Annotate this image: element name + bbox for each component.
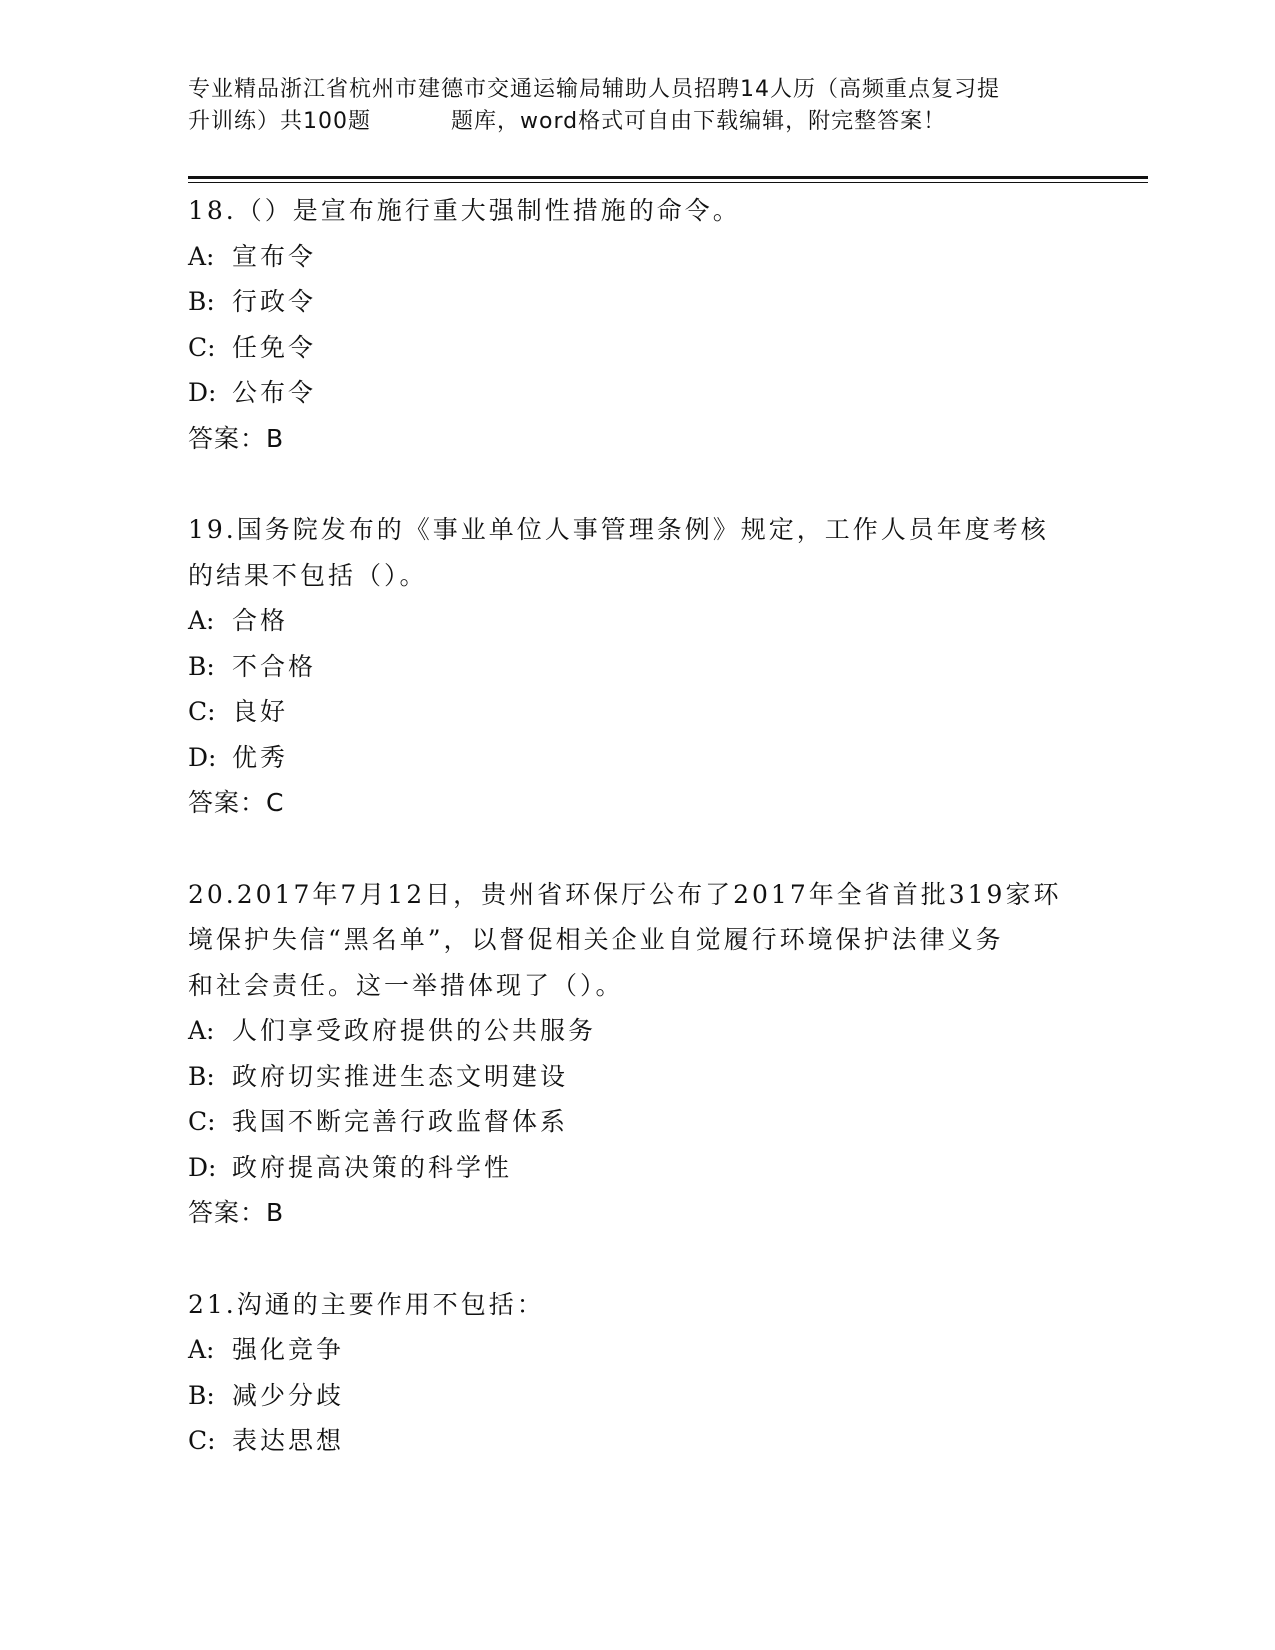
option-text: 强化竞争 [232, 1335, 345, 1364]
answer-option [188, 1418, 1088, 1464]
option-letter: C: [188, 332, 216, 362]
option-letter: D: [188, 378, 217, 407]
question-text-line: 20.2017年7月12日，贵州省环保厅公布了2017年全省首批319家环 [188, 879, 1062, 909]
answer-option [188, 1008, 1088, 1054]
question-text [188, 507, 1088, 598]
option-letter: D: [188, 742, 217, 772]
header-rule-thick [188, 176, 1148, 179]
question-text-line: 和社会责任。这一举措体现了（）。 [188, 970, 624, 1000]
question-item [188, 1282, 1088, 1464]
option-text: 优秀 [232, 742, 289, 772]
option-text: 不合格 [232, 651, 317, 681]
answer-option [188, 1327, 1088, 1373]
answer-option [188, 1373, 1088, 1419]
option-text: 任免令 [232, 332, 317, 362]
question-item [188, 507, 1088, 826]
option-text: 我国不断完善行政监督体系 [232, 1107, 569, 1136]
header-rule-thin [188, 182, 1148, 183]
answer-option [188, 325, 1088, 371]
question-text-line: 18.（）是宣布施行重大强制性措施的命令。 [188, 196, 741, 225]
header-title-line-2 [188, 106, 1088, 138]
question-item [188, 872, 1088, 1236]
option-letter: B: [188, 287, 215, 316]
option-letter: B: [188, 1380, 215, 1410]
answer-option [188, 735, 1088, 781]
question-text-line: 境保护失信“黑名单”，以督促相关企业自觉履行环境保护法律义务 [188, 925, 1004, 954]
answer-option [188, 1054, 1088, 1100]
question-text-line: 19.国务院发布的《事业单位人事管理条例》规定，工作人员年度考核 [188, 515, 1049, 544]
option-text: 政府提高决策的科学性 [232, 1152, 513, 1182]
option-letter: A: [188, 241, 215, 271]
answer-option [188, 279, 1088, 325]
option-text: 良好 [232, 697, 289, 726]
answer-key: 答案：C [188, 788, 285, 817]
option-letter: B: [188, 651, 215, 681]
option-text: 合格 [232, 606, 289, 635]
answer-option [188, 1099, 1088, 1145]
answer-option [188, 689, 1088, 735]
question-text-line: 的结果不包括（）。 [188, 560, 428, 590]
question-item [188, 188, 1088, 461]
question-text [188, 1282, 1088, 1328]
answer-option [188, 644, 1088, 690]
option-letter: A: [188, 1335, 215, 1364]
answer-key: 答案：B [188, 1198, 285, 1227]
option-letter: C: [188, 1426, 216, 1455]
header-title-right: 题库，word格式可自由下载编辑，附完整答案！ [451, 109, 947, 134]
answer-key: 答案：B [188, 423, 285, 453]
option-text: 人们享受政府提供的公共服务 [232, 1016, 597, 1045]
header-title-line-1: 专业精品浙江省杭州市建德市交通运输局辅助人员招聘14人历（高频重点复习提 [188, 77, 1000, 102]
option-letter: D: [188, 1152, 217, 1182]
header-title-left: 升训练）共100题 [188, 109, 371, 134]
option-letter: B: [188, 1061, 215, 1091]
option-text: 表达思想 [232, 1426, 345, 1455]
question-text [188, 872, 1088, 1009]
answer-option [188, 370, 1088, 416]
question-list [188, 188, 1088, 1510]
question-text-line: 21.沟通的主要作用不包括： [188, 1289, 545, 1319]
option-letter: A: [188, 606, 215, 635]
answer-option [188, 598, 1088, 644]
option-letter: A: [188, 1016, 215, 1045]
document-header [188, 74, 1088, 138]
option-text: 政府切实推进生态文明建设 [232, 1061, 569, 1091]
option-letter: C: [188, 697, 216, 726]
option-letter: C: [188, 1107, 216, 1136]
option-text: 公布令 [232, 378, 317, 407]
answer-option [188, 234, 1088, 280]
option-text: 行政令 [232, 287, 317, 316]
question-text [188, 188, 1088, 234]
option-text: 宣布令 [232, 241, 317, 271]
option-text: 减少分歧 [232, 1380, 345, 1410]
answer-option [188, 1145, 1088, 1191]
